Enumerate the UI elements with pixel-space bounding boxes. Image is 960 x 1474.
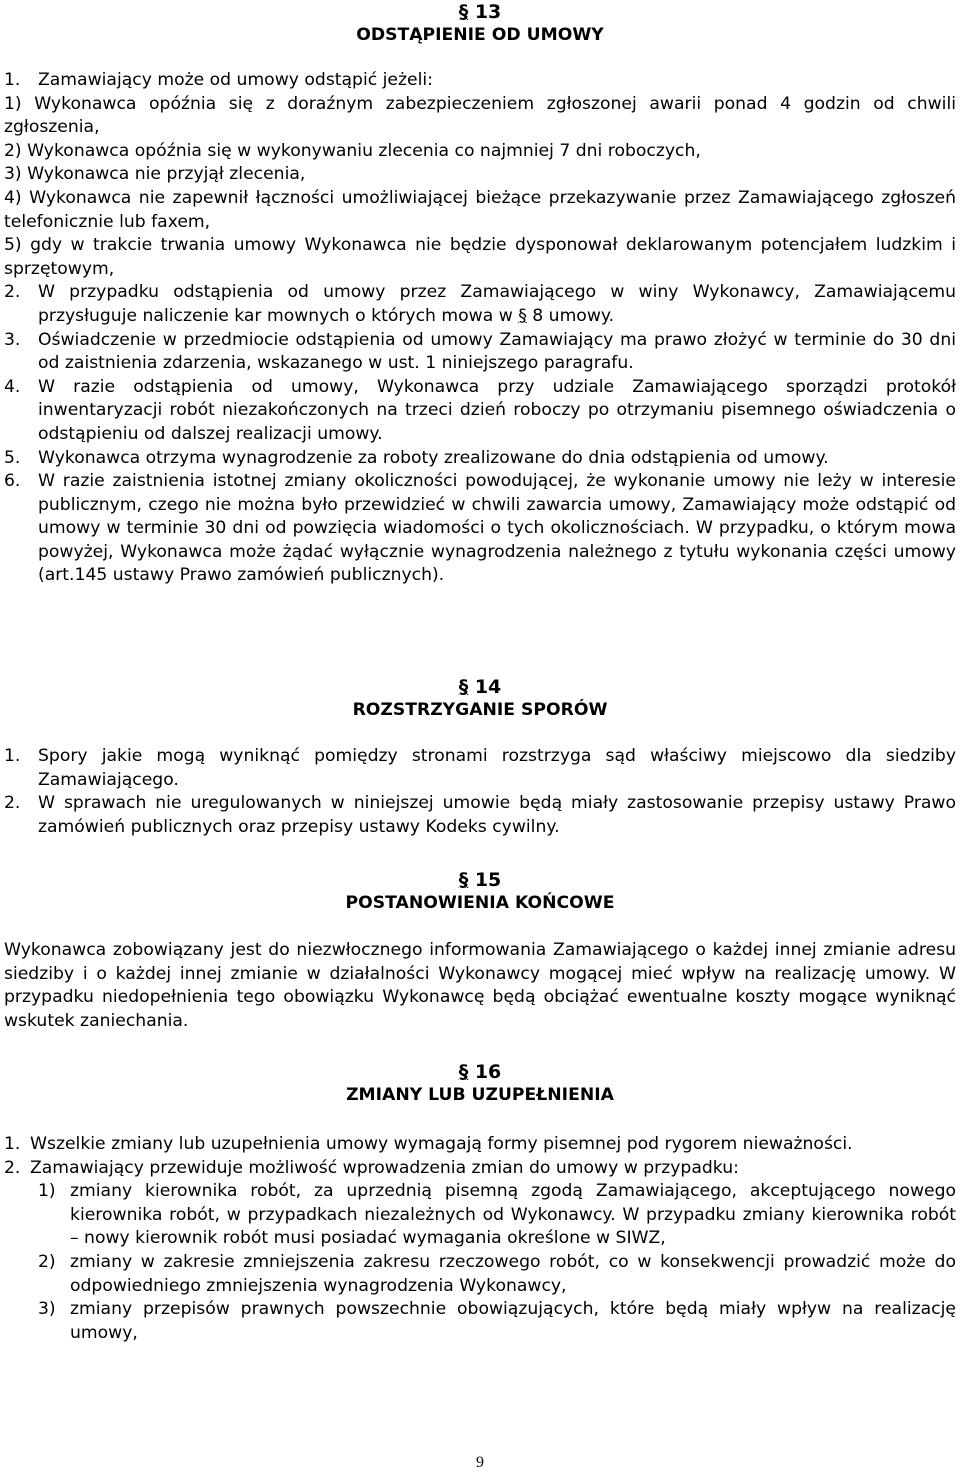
section-16-title: ZMIANY LUB UZUPEŁNIENIA bbox=[346, 1085, 614, 1105]
section-14-body bbox=[4, 745, 956, 839]
section-14-number: 14 bbox=[474, 676, 502, 698]
section-16-subitem-2: 2) zmiany w zakresie zmniejszenia zakresu rzeczowego robót, co w konsekwencji prowadzić może do odpowiedniego zmniejszenia wynagrodzenia Wykonawcy, bbox=[38, 1251, 956, 1296]
section-13-subitem-2: 2) Wykonawca opóźnia się w wykonywaniu zlecenia co najmniej 7 dni roboczych, bbox=[4, 140, 701, 161]
section-13-item-1: 1. Zamawiający może od umowy odstąpić jeżeli: bbox=[4, 70, 433, 90]
section-13-number: 13 bbox=[474, 1, 502, 23]
section-15-title: POSTANOWIENIA KOŃCOWE bbox=[345, 893, 615, 913]
section-16-subitem-1: 1) zmiany kierownika robót, za uprzednią pisemną zgodą Zamawiającego, akceptującego nowego kierownika robót, w przypadkach niezależnych od Wykonawcy. W przypadku zmiany kierownika robót – nowy kierownik robót musi posiadać wymagania określone w SIWZ, bbox=[38, 1181, 956, 1249]
section-13-item-4: 4. W razie odstąpienia od umowy, Wykonawca przy udziale Zamawiającego sporządzi protokół inwentaryzacji robót niezakończonych na trzeci dzień roboczy po otrzymaniu pisemnego oświadczenia o odstąpieniu od dalszej realizacji umowy. bbox=[4, 376, 956, 444]
section-14-item-2: 2. W sprawach nie uregulowanych w niniejszej umowie będą miały zastosowanie przepisy ustawy Prawo zamówień publicznych oraz przepisy ustawy Kodeks cywilny. bbox=[4, 793, 956, 837]
section-14-item-1: 1. Spory jakie mogą wyniknąć pomiędzy stronami rozstrzyga sąd właściwy miejscowo dla siedziby Zamawiającego. bbox=[4, 746, 956, 790]
section-16-body bbox=[4, 1133, 956, 1345]
section-15-heading bbox=[4, 869, 956, 915]
section-13-title: ODSTĄPIENIE OD UMOWY bbox=[356, 25, 604, 45]
section-13-subitem-5: 5) gdy w trakcie trwania umowy Wykonawca nie będzie dysponował deklarowanym potencjałem ludzkim i sprzętowym, bbox=[4, 235, 956, 279]
paragraph-sign: § bbox=[458, 676, 469, 698]
section-13-subitem-3: 3) Wykonawca nie przyjął zlecenia, bbox=[4, 164, 306, 185]
section-16-number: 16 bbox=[474, 1061, 502, 1083]
section-14-title: ROZSTRZYGANIE SPORÓW bbox=[352, 700, 608, 720]
section-13-item-5: 5. Wykonawca otrzyma wynagrodzenie za roboty zrealizowane do dnia odstąpienia od umowy. bbox=[4, 447, 829, 468]
section-13-item-6: 6. W razie zaistnienia istotnej zmiany okoliczności powodującej, że wykonanie umowy nie leży w interesie publicznym, czego nie można było przewidzieć w chwili zawarcia umowy, Zamawiający może odstąpić od umowy w terminie 30 dni od powzięcia wiadomości o tych okolicznościach. W przypadku, o którym mowa powyżej, Wykonawca może żądać wyłącznie wynagrodzenia należnego z tytułu wykonania części umowy (art.145 ustawy Prawo zamówień publicznych). bbox=[4, 471, 956, 586]
section-13-subitem-1: 1) Wykonawca opóźnia się z doraźnym zabezpieczeniem zgłoszonej awarii ponad 4 godzin od chwili zgłoszenia, bbox=[4, 93, 956, 138]
section-13-subitem-4: 4) Wykonawca nie zapewnił łączności umożliwiającej bieżące przekazywanie przez Zamawiającego zgłoszeń telefonicznie lub faxem, bbox=[4, 187, 956, 232]
paragraph-sign: § bbox=[458, 1061, 469, 1083]
page-number: 9 bbox=[476, 1454, 484, 1471]
section-16-item-2: 2. Zamawiający przewiduje możliwość wprowadzenia zmian do umowy w przypadku: bbox=[4, 1157, 739, 1178]
section-13-heading bbox=[4, 1, 956, 47]
section-15-text: Wykonawca zobowiązany jest do niezwłocznego informowania Zamawiającego o każdej innej zmianie adresu siedziby i o każdej innej zmianie w działalności Wykonawcy mogącej mieć wpływ na realizację umowy. W przypadku niedopełnienia tego obowiązku Wykonawcę będą obciążać ewentualne koszty mogące wyniknąć wskutek zaniechania. bbox=[4, 940, 956, 1031]
paragraph-sign: § bbox=[458, 869, 469, 891]
section-15-body bbox=[4, 939, 956, 1033]
section-14-heading bbox=[4, 676, 956, 722]
section-16-heading bbox=[4, 1061, 956, 1107]
section-15-number: 15 bbox=[474, 869, 502, 891]
section-16-item-1: 1. Wszelkie zmiany lub uzupełnienia umowy wymagają formy pisemnej pod rygorem nieważności. bbox=[4, 1134, 853, 1154]
section-13-item-2: 2. W przypadku odstąpienia od umowy przez Zamawiającego w winy Wykonawcy, Zamawiającemu przysługuje naliczenie kar mownych o których mowa w § 8 umowy. bbox=[4, 282, 956, 326]
section-16-subitem-3: 3) zmiany przepisów prawnych powszechnie obowiązujących, które będą miały wpływ na realizację umowy, bbox=[38, 1299, 956, 1343]
section-13-item-3: 3. Oświadczenie w przedmiocie odstąpienia od umowy Zamawiający ma prawo złożyć w terminie do 30 dni od zaistnienia zdarzenia, wskazanego w ust. 1 niniejszego paragrafu. bbox=[4, 329, 956, 374]
section-13-body bbox=[4, 69, 956, 588]
paragraph-sign: § bbox=[458, 1, 469, 23]
